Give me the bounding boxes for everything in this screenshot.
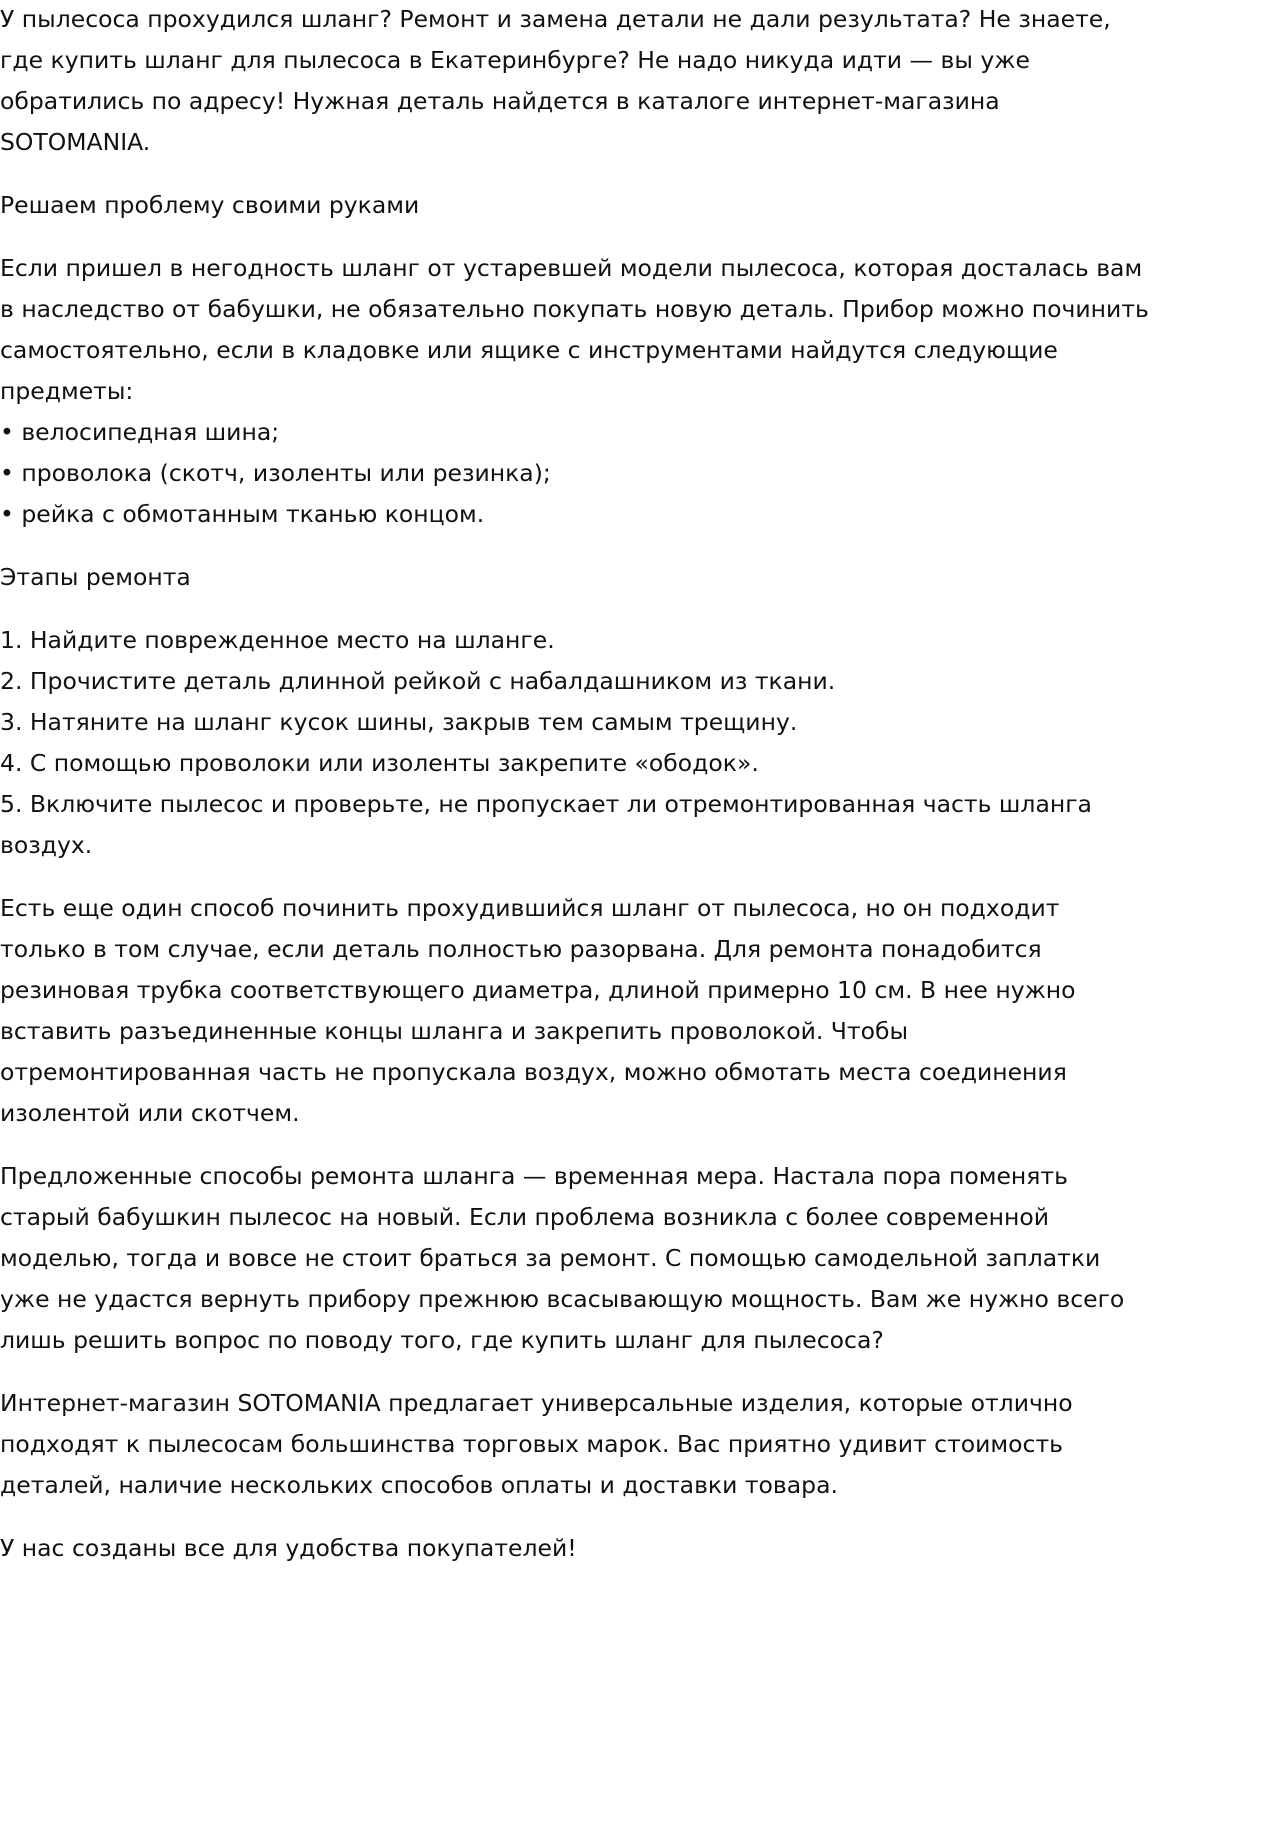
text-line: где купить шланг для пылесоса в Екатеринбурге? Не надо никуда идти — вы уже bbox=[0, 46, 1030, 74]
store-paragraph bbox=[0, 1383, 1270, 1506]
list-item: 4. С помощью проволоки или изоленты закрепите «ободок». bbox=[0, 749, 759, 777]
heading-text: Этапы ремонта bbox=[0, 563, 191, 591]
text-line: только в том случае, если деталь полностью разорвана. Для ремонта понадобится bbox=[0, 935, 1042, 963]
text-line: моделью, тогда и вовсе не стоит браться за ремонт. С помощью самодельной заплатки bbox=[0, 1244, 1101, 1272]
text-line: У нас созданы все для удобства покупателей! bbox=[0, 1534, 577, 1562]
text-line: уже не удастся вернуть прибору прежнюю всасывающую мощность. Вам же нужно всего bbox=[0, 1285, 1125, 1313]
text-line: лишь решить вопрос по поводу того, где купить шланг для пылесоса? bbox=[0, 1326, 884, 1354]
materials-list bbox=[0, 412, 1270, 535]
text-line: обратились по адресу! Нужная деталь найдется в каталоге интернет-магазина bbox=[0, 87, 1000, 115]
text-line: старый бабушкин пылесос на новый. Если проблема возникла с более современной bbox=[0, 1203, 1049, 1231]
text-line: предметы: bbox=[0, 377, 134, 405]
text-line: SOTOMANIA. bbox=[0, 128, 151, 156]
text-line: подходят к пылесосам большинства торговых марок. Вас приятно удивит стоимость bbox=[0, 1430, 1063, 1458]
list-item-continuation: воздух. bbox=[0, 831, 93, 859]
text-line: Если пришел в негодность шланг от устаревшей модели пылесоса, которая досталась вам bbox=[0, 254, 1143, 282]
section-heading-diy bbox=[0, 185, 1270, 226]
text-line: отремонтированная часть не пропускала воздух, можно обмотать места соединения bbox=[0, 1058, 1067, 1086]
alt-method-paragraph bbox=[0, 888, 1270, 1134]
text-line: самостоятельно, если в кладовке или ящике с инструментами найдутся следующие bbox=[0, 336, 1058, 364]
text-line: деталей, наличие нескольких способов оплаты и доставки товара. bbox=[0, 1471, 838, 1499]
repair-steps-list bbox=[0, 620, 1270, 866]
text-line: Есть еще один способ починить прохудившийся шланг от пылесоса, но он подходит bbox=[0, 894, 1060, 922]
text-line: У пылесоса прохудился шланг? Ремонт и замена детали не дали результата? Не знаете, bbox=[0, 5, 1111, 33]
heading-text: Решаем проблему своими руками bbox=[0, 191, 420, 219]
text-line: изолентой или скотчем. bbox=[0, 1099, 300, 1127]
text-line: Предложенные способы ремонта шланга — временная мера. Настала пора поменять bbox=[0, 1162, 1068, 1190]
text-line: вставить разъединенные концы шланга и закрепить проволокой. Чтобы bbox=[0, 1017, 909, 1045]
text-line: Интернет-магазин SOTOMANIA предлагает универсальные изделия, которые отлично bbox=[0, 1389, 1073, 1417]
list-item: 5. Включите пылесос и проверьте, не пропускает ли отремонтированная часть шланга bbox=[0, 790, 1092, 818]
list-item: 1. Найдите поврежденное место на шланге. bbox=[0, 626, 555, 654]
text-line: резиновая трубка соответствующего диаметра, длиной примерно 10 см. В нее нужно bbox=[0, 976, 1076, 1004]
closing-paragraph bbox=[0, 1528, 1270, 1569]
text-line: в наследство от бабушки, не обязательно покупать новую деталь. Прибор можно починить bbox=[0, 295, 1149, 323]
intro-paragraph bbox=[0, 0, 1270, 163]
list-item: • рейка с обмотанным тканью концом. bbox=[0, 500, 485, 528]
temporary-measure-paragraph bbox=[0, 1156, 1270, 1361]
list-item: • проволока (скотч, изоленты или резинка); bbox=[0, 459, 551, 487]
section-heading-steps bbox=[0, 557, 1270, 598]
list-item: 3. Натяните на шланг кусок шины, закрыв тем самым трещину. bbox=[0, 708, 798, 736]
list-item: 2. Прочистите деталь длинной рейкой с набалдашником из ткани. bbox=[0, 667, 836, 695]
list-item: • велосипедная шина; bbox=[0, 418, 280, 446]
diy-paragraph bbox=[0, 248, 1270, 535]
